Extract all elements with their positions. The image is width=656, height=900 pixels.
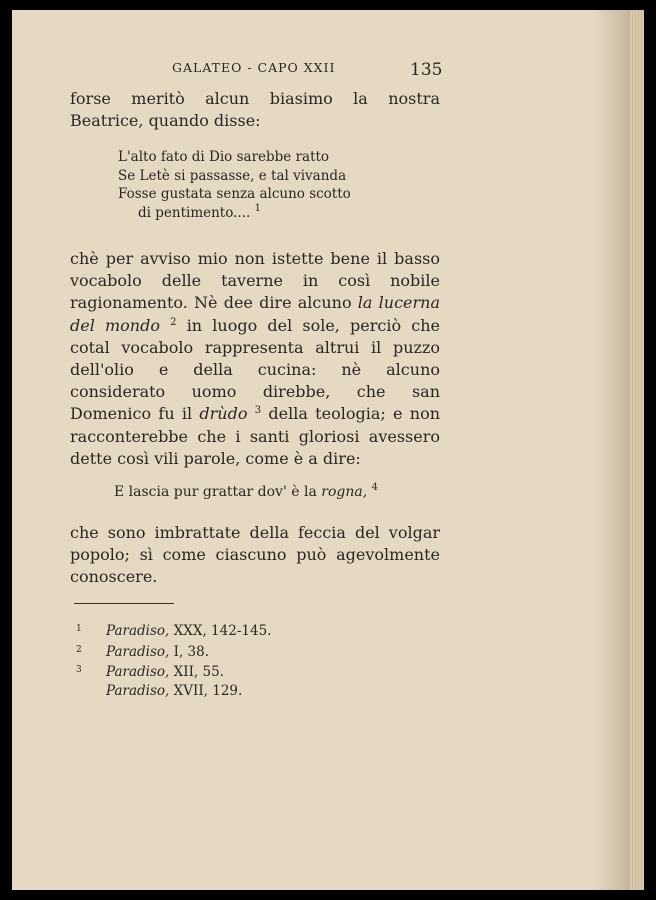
- footnote-number: 2: [76, 644, 82, 655]
- verse-line: Se Letè si passasse, e tal vivanda: [118, 167, 347, 184]
- paragraph-3: che sono imbrattate della feccia del volgar popolo; sì come ciascuno può agevolmente conoscere.: [70, 523, 440, 587]
- verse-line: Fosse gustata senza alcuno scotto: [118, 186, 351, 202]
- italic-phrase: la lucerna del mondo: [70, 293, 440, 335]
- footnote-ref-text: XVII, 129.: [173, 682, 243, 699]
- footnote: [76, 682, 271, 701]
- paragraph-1: forse meritò alcun biasimo la nostra Beatrice, quando disse:: [70, 89, 440, 131]
- footnote-ref-text: I, 38.: [173, 643, 210, 660]
- footnote-ref: 1: [254, 202, 261, 214]
- text-run: chè per avviso mio non istette bene il basso vocabolo delle taverne in così nobile ragionamento. Nè dee dire alcuno: [70, 249, 440, 313]
- footnote-ref-text: XII, 55.: [173, 664, 224, 680]
- footnote: [76, 661, 271, 682]
- text-run: della teologia; e non racconterebbe che i santi gloriosi avessero dette così vili parole, come è a dire:: [70, 404, 440, 468]
- text-run: in luogo del sole, perciò che cotal vocabolo rappresenta altrui il puzzo dell'olio e della cucina: nè alcuno considerato uomo direbbe, che san Domenico fu il: [70, 315, 441, 424]
- italic-phrase: drùdo: [199, 404, 248, 424]
- footnote: [76, 620, 271, 641]
- footnote-ref: 4: [371, 482, 378, 493]
- paragraph-2: [70, 248, 440, 470]
- verse-line: [118, 204, 351, 223]
- verse-line-text: di pentimento....: [138, 204, 251, 221]
- book-page: [12, 10, 644, 890]
- footnote-work: Paradiso,: [106, 623, 170, 639]
- footnote-divider: [74, 603, 174, 604]
- citation-text: E lascia pur grattar dov' è la: [114, 484, 322, 500]
- italic-phrase: rogna,: [321, 484, 368, 500]
- footnote-ref: 2: [170, 316, 177, 328]
- page-number: 135: [410, 60, 443, 80]
- footnotes: [76, 620, 271, 700]
- verse-line: L'alto fato di Dio sarebbe ratto: [118, 149, 330, 165]
- running-title: GALATEO - CAPO XXII: [172, 60, 336, 75]
- footnote-work: Paradiso,: [106, 664, 170, 680]
- verse-quote: [118, 148, 351, 222]
- footnote-work: Paradiso,: [106, 643, 170, 660]
- footnote-number: 1: [76, 624, 82, 634]
- footnote-ref-text: XXX, 142-145.: [173, 623, 272, 639]
- page-edge: [630, 10, 644, 890]
- footnote-work: Paradiso,: [106, 682, 170, 699]
- footnote-number: 3: [76, 665, 82, 675]
- footnote: [76, 641, 271, 662]
- citation-line: [114, 484, 378, 500]
- footnote-ref: 3: [254, 405, 262, 417]
